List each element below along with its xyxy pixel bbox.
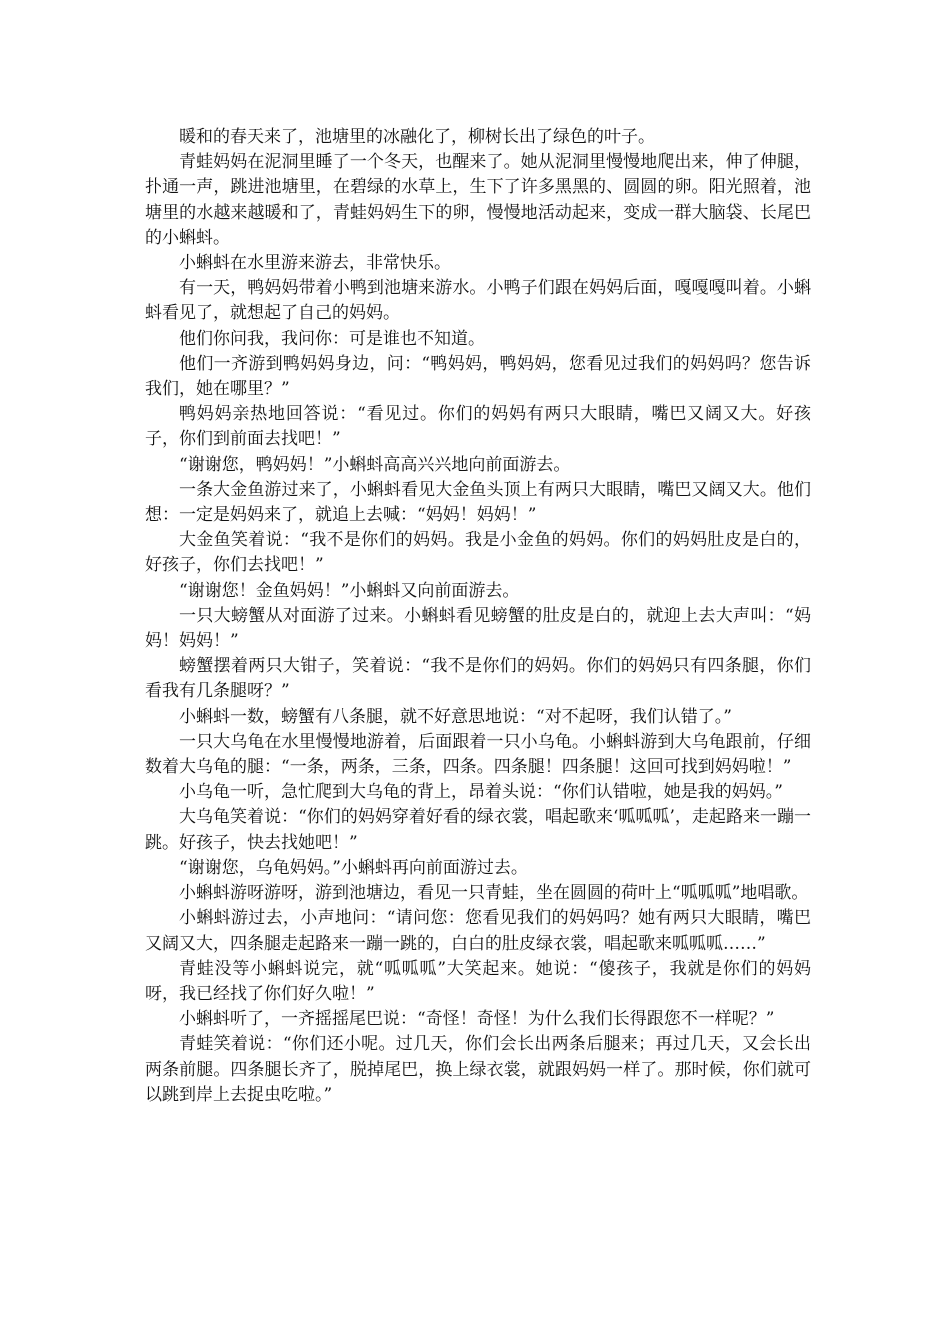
paragraph: 青蛙笑着说：“你们还小呢。过几天，你们会长出两条后腿来；再过几天，又会长出两条前腿。四条腿长齐了，脱掉尾巴，换上绿衣裳，就跟妈妈一样了。那时候，你们就可以跳到岸上去捉虫吃啦。”	[145, 1034, 811, 1105]
paragraph: 小蝌蚪一数，螃蟹有八条腿，就不好意思地说：“对不起呀，我们认错了。”	[179, 706, 732, 727]
paragraph: 鸭妈妈亲热地回答说：“看见过。你们的妈妈有两只大眼睛，嘴巴又阔又大。好孩子，你们到前面去找吧！”	[145, 404, 811, 450]
paragraph: 有一天，鸭妈妈带着小鸭到池塘来游水。小鸭子们跟在妈妈后面，嘎嘎嘎叫着。小蝌蚪看见了，就想起了自己的妈妈。	[145, 278, 811, 324]
paragraph: 青蛙妈妈在泥洞里睡了一个冬天，也醒来了。她从泥洞里慢慢地爬出来，伸了伸腿，扑通一声，跳进池塘里，在碧绿的水草上，生下了许多黑黑的、圆圆的卵。阳光照着，池塘里的水越来越暖和了，青蛙妈妈生下的卵，慢慢地活动起来，变成一群大脑袋、长尾巴的小蝌蚪。	[145, 152, 811, 248]
paragraph: 一只大螃蟹从对面游了过来。小蝌蚪看见螃蟹的肚皮是白的，就迎上去大声叫：“妈妈！妈妈！”	[145, 605, 811, 652]
paragraph: 暖和的春天来了，池塘里的冰融化了，柳树长出了绿色的叶子。	[179, 127, 655, 147]
paragraph: 一只大乌龟在水里慢慢地游着，后面跟着一只小乌龟。小蝌蚪游到大乌龟跟前，仔细数着大乌龟的腿：“一条，两条，三条，四条。四条腿！四条腿！这回可找到妈妈啦！”	[145, 731, 811, 778]
paragraph: “谢谢您，鸭妈妈！”小蝌蚪高高兴兴地向前面游去。	[179, 454, 571, 475]
paragraph: 小乌龟一听，急忙爬到大乌龟的背上，昂着头说：“你们认错啦，她是我的妈妈。”	[179, 782, 783, 803]
paragraph: “谢谢您，乌龟妈妈。”小蝌蚪再向前面游过去。	[179, 857, 528, 878]
paragraph: 他们你问我，我问你：可是谁也不知道。	[179, 328, 485, 349]
paragraph: 小蝌蚪游过去，小声地问：“请问您：您看见我们的妈妈吗？她有两只大眼睛，嘴巴又阔又大，四条腿走起路来一蹦一跳的，白白的肚皮绿衣裳，唱起歌来呱呱呱……”	[145, 908, 811, 954]
paragraph: 螃蟹摆着两只大钳子，笑着说：“我不是你们的妈妈。你们的妈妈只有四条腿，你们看我有几条腿呀？”	[145, 656, 811, 702]
story-text	[145, 125, 811, 1108]
paragraph: 小蝌蚪在水里游来游去，非常快乐。	[179, 253, 451, 274]
paragraph: 他们一齐游到鸭妈妈身边，问：“鸭妈妈，鸭妈妈，您看见过我们的妈妈吗？您告诉我们，她在哪里？”	[145, 353, 811, 400]
paragraph: 大乌龟笑着说：“你们的妈妈穿着好看的绿衣裳，唱起歌来‘呱呱呱’，走起路来一蹦一跳。好孩子，快去找她吧！”	[145, 807, 811, 853]
paragraph: 大金鱼笑着说：“我不是你们的妈妈。我是小金鱼的妈妈。你们的妈妈肚皮是白的，好孩子，你们去找吧！”	[145, 530, 811, 576]
paragraph: 青蛙没等小蝌蚪说完，就“呱呱呱”大笑起来。她说：“傻孩子，我就是你们的妈妈呀，我已经找了你们好久啦！”	[145, 958, 811, 1004]
paragraph: 一条大金鱼游过来了，小蝌蚪看见大金鱼头顶上有两只大眼睛，嘴巴又阔又大。他们想：一定是妈妈来了，就追上去喊：“妈妈！妈妈！”	[145, 479, 811, 526]
paragraph: 小蝌蚪听了，一齐摇摇尾巴说：“奇怪！奇怪！为什么我们长得跟您不一样呢？”	[179, 1009, 775, 1030]
paragraph: 小蝌蚪游呀游呀，游到池塘边，看见一只青蛙，坐在圆圆的荷叶上“呱呱呱”地唱歌。	[179, 883, 809, 904]
paragraph: “谢谢您！金鱼妈妈！”小蝌蚪又向前面游去。	[179, 580, 520, 601]
